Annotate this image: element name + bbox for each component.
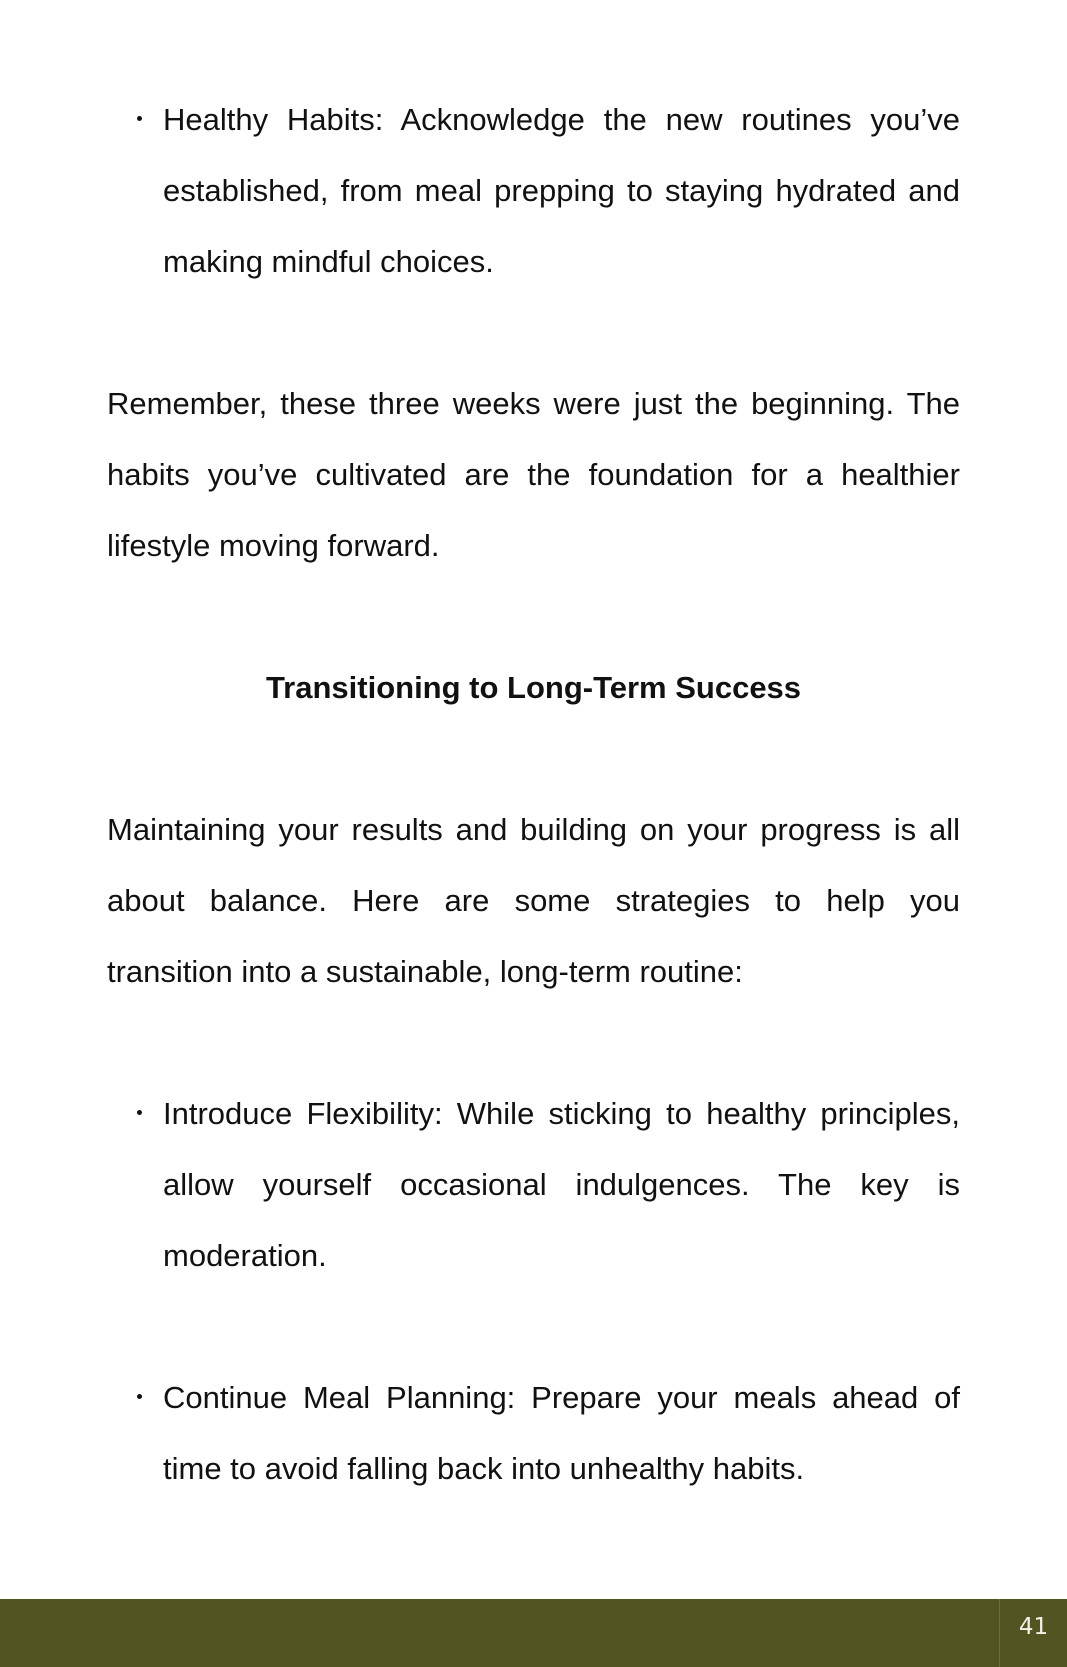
bullet-item-healthy-habits <box>107 84 960 297</box>
page-number: 41 <box>999 1599 1067 1667</box>
bullet-dot-icon <box>137 1394 142 1399</box>
paragraph-maintaining: Maintaining your results and building on your progress is all about balance. Here are some strategies to help you transition into a sustainable, long-term routine: <box>107 812 960 989</box>
bullet-text: Continue Meal Planning: Prepare your meals ahead of time to avoid falling back into unhealthy habits. <box>163 1380 960 1486</box>
paragraph-remember: Remember, these three weeks were just the beginning. The habits you’ve cultivated are the foundation for a healthier lifestyle moving forward. <box>107 386 960 563</box>
section-heading: Transitioning to Long-Term Success <box>265 670 802 705</box>
bullet-list-bottom <box>107 1078 960 1504</box>
bullet-dot-icon <box>137 116 142 121</box>
bullet-dot-icon <box>137 1110 142 1115</box>
footer-bar <box>0 1599 1067 1667</box>
bullet-text: Introduce Flexibility: While sticking to healthy principles, allow yourself occasional indulgences. The key is moderation. <box>163 1096 960 1273</box>
bullet-text: Healthy Habits: Acknowledge the new routines you’ve established, from meal prepping to staying hydrated and making mindful choices. <box>163 102 960 279</box>
bullet-list-top <box>107 84 960 297</box>
bullet-item-introduce-flexibility <box>107 1078 960 1291</box>
bullet-item-continue-meal-planning <box>107 1362 960 1504</box>
page-content <box>107 84 960 1504</box>
